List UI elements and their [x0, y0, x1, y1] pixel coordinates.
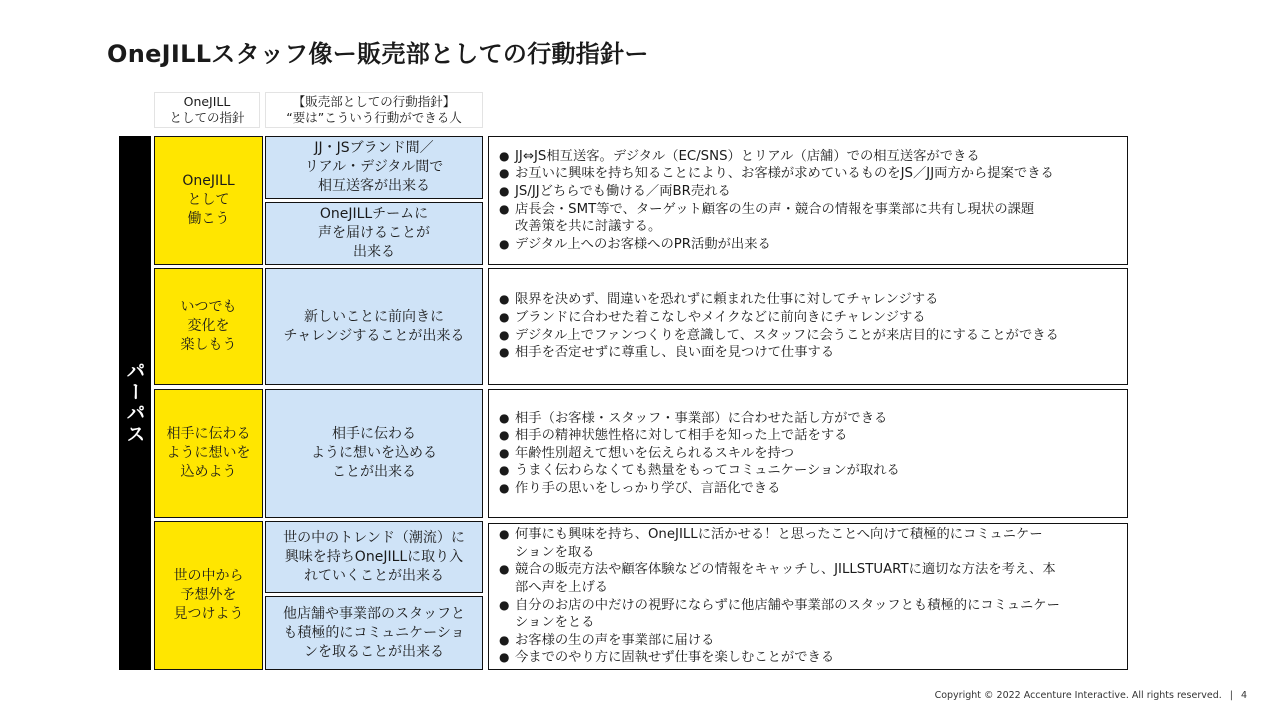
footer — [935, 690, 1247, 701]
details-list — [499, 148, 1119, 254]
detail-item — [499, 445, 1119, 463]
action-communicate-others — [265, 596, 483, 670]
action-line: れていくことが出来る — [304, 567, 444, 584]
detail-item — [499, 309, 1119, 327]
detail-text: ● 年齢性別超えて想いを伝えられるスキルを持つ — [515, 445, 795, 461]
detail-text: ● 相手を否定せずに尊重し、良い面を見つけて仕事する — [515, 345, 835, 361]
action-line: JJ・JSブランド間／ — [314, 140, 434, 156]
action-line: ンを取ることが出来る — [304, 643, 444, 660]
action-line: 新しいことに前向きに — [304, 308, 444, 325]
detail-text: ● 相手（お客様・スタッフ・事業部）に合わせた話し方ができる — [515, 410, 888, 426]
detail-item — [499, 291, 1119, 309]
details-row-2 — [488, 268, 1128, 385]
footer-separator: | — [1229, 690, 1233, 701]
detail-text: ● 作り手の思いをしっかり学び、言語化できる — [515, 480, 781, 496]
detail-item — [499, 165, 1119, 183]
action-line: 相手に伝わる — [332, 426, 416, 442]
detail-text: ● デジタル上でファンつくりを意識して、スタッフに会うことが来店目的にすることができる — [515, 327, 1059, 343]
guideline-line: 楽しもう — [180, 337, 237, 353]
detail-item — [499, 462, 1119, 480]
detail-item — [499, 236, 1119, 254]
detail-text-cont: ションをとる — [515, 615, 595, 631]
action-voice-to-team — [265, 202, 483, 265]
action-line: ように想いを込める — [311, 445, 437, 461]
details-row-1 — [488, 136, 1128, 265]
details-row-4 — [488, 523, 1128, 670]
detail-item — [499, 480, 1119, 498]
detail-text: ● お客様の生の声を事業部に届ける — [515, 632, 715, 648]
header-guideline — [154, 92, 260, 128]
guideline-line: 予想外を — [180, 587, 237, 603]
detail-item — [499, 344, 1119, 362]
detail-text: ● 競合の販売方法や顧客体験などの情報をキャッチし、JILLSTUARTに適切な方法を考え、本 — [515, 562, 1056, 578]
details-list — [499, 291, 1119, 361]
detail-text-cont: ションを取る — [515, 544, 595, 560]
guideline-line: 込めよう — [180, 464, 237, 480]
detail-text: ● 相手の精神状態性格に対して相手を知った上で話をする — [515, 428, 848, 444]
header-actions-line: “要は”こういう行動ができる人 — [286, 110, 462, 125]
action-convey-feelings — [265, 389, 483, 518]
details-list — [499, 410, 1119, 498]
detail-item — [499, 649, 1119, 667]
header-guideline-line: OneJILL — [183, 94, 231, 109]
detail-text: ● 今までのやり方に固執せず仕事を楽しむことができる — [515, 650, 835, 666]
detail-text-cont: 改善策を共に討議する。 — [515, 219, 662, 235]
detail-text: ● JS/JJどちらでも働ける／両BR売れる — [515, 183, 731, 199]
detail-text: ● JJ⇔JS相互送客。デジタル（EC/SNS）とリアル（店舗）での相互送客ができる — [515, 148, 980, 164]
detail-item — [499, 632, 1119, 650]
details-list — [499, 526, 1119, 667]
detail-text: ● ブランドに合わせた着こなしやメイクなどに前向きにチャレンジする — [515, 309, 926, 325]
action-follow-trends — [265, 521, 483, 593]
action-line: チャレンジすることが出来る — [283, 327, 465, 344]
action-line: 興味を持ちOneJILLに取り入 — [284, 548, 464, 565]
action-line: 相互送客が出来る — [318, 178, 430, 194]
guideline-line: 相手に伝わる — [166, 426, 251, 442]
action-line: も積極的にコミュニケーショ — [283, 624, 465, 641]
detail-text: ● 自分のお店の中だけの視野にならずに他店舗や事業部のスタッフとも積極的にコミュニケー — [515, 597, 1060, 613]
detail-item — [499, 183, 1119, 201]
guideline-line: いつでも — [180, 299, 237, 315]
detail-text: ● 限界を決めず、間違いを恐れずに頼まれた仕事に対してチャレンジする — [515, 292, 939, 308]
header-actions — [265, 92, 483, 128]
header-actions-line: 【販売部としての行動指針】 — [292, 94, 456, 109]
guideline-line: 変化を — [187, 318, 230, 334]
action-line: OneJILLチームに — [319, 206, 429, 222]
action-challenge-new — [265, 268, 483, 385]
guideline-line: として — [187, 192, 230, 208]
detail-text: ● デジタル上へのお客様へのPR活動が出来る — [515, 236, 771, 252]
guideline-convey-feelings — [154, 389, 263, 518]
guideline-enjoy-change — [154, 268, 263, 385]
guideline-line: ように想いを — [166, 445, 251, 461]
guideline-find-unexpected — [154, 521, 263, 670]
action-line: 他店舗や事業部のスタッフと — [283, 605, 465, 622]
guideline-line: 働こう — [187, 211, 230, 227]
detail-text-cont: 部へ声を上げる — [515, 579, 609, 595]
purpose-side-text: パーパス — [123, 361, 146, 445]
detail-item — [499, 201, 1119, 236]
action-line: リアル・デジタル間で — [304, 159, 444, 175]
detail-text: ● 店長会・SMT等で、ターゲット顧客の生の声・競合の情報を事業部に共有し現状の課題 — [515, 201, 1035, 217]
header-guideline-line: としての指針 — [169, 110, 245, 125]
guideline-work-as-onejill — [154, 136, 263, 265]
action-line: 出来る — [353, 244, 395, 260]
details-row-3 — [488, 389, 1128, 518]
detail-text: ● 何事にも興味を持ち、OneJILLに活かせる！と思ったことへ向けて積極的にコミュニケー — [515, 527, 1043, 543]
detail-item — [499, 327, 1119, 345]
guideline-line: 見つけよう — [173, 606, 244, 622]
page-number: 4 — [1240, 690, 1247, 701]
page-title: OneJILLスタッフ像ー販売部としての行動指針ー — [107, 40, 649, 68]
action-line: 声を届けることが — [318, 225, 430, 241]
detail-item — [499, 410, 1119, 428]
guideline-line: 世の中から — [173, 568, 244, 584]
action-line: 世の中のトレンド（潮流）に — [283, 529, 465, 546]
detail-item — [499, 427, 1119, 445]
detail-item — [499, 148, 1119, 166]
action-mutual-referral — [265, 136, 483, 199]
detail-item — [499, 526, 1119, 561]
detail-item — [499, 597, 1119, 632]
purpose-side-label — [119, 136, 151, 670]
detail-text: ● うまく伝わらなくても熱量をもってコミュニケーションが取れる — [515, 463, 900, 479]
copyright-text: Copyright © 2022 Accenture Interactive. All rights reserved. — [934, 690, 1222, 701]
action-line: ことが出来る — [332, 464, 416, 480]
guideline-line: OneJILL — [182, 173, 235, 189]
detail-text: ● お互いに興味を持ち知ることにより、お客様が求めているものをJS／JJ両方から提案できる — [515, 166, 1054, 182]
detail-item — [499, 561, 1119, 596]
